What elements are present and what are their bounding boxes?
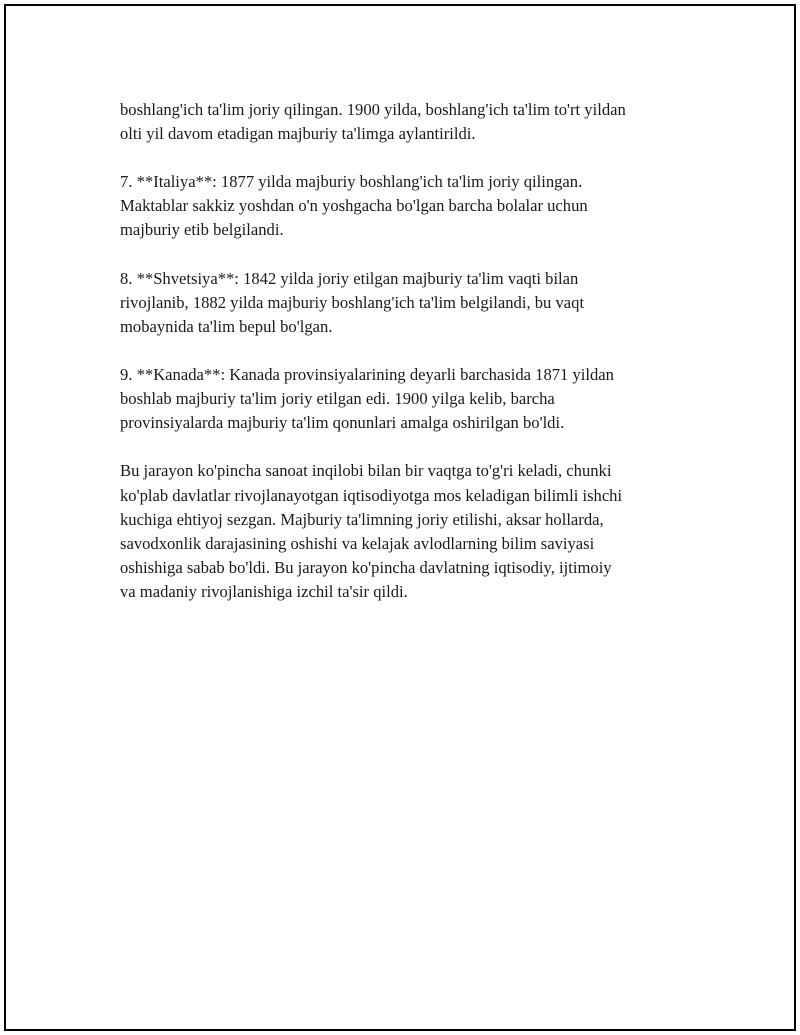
- text-line: majburiy etib belgilandi.: [120, 220, 284, 240]
- document-page: [4, 4, 796, 1031]
- text-line: boshlang'ich ta'lim joriy qilingan. 1900 yilda, boshlang'ich ta'lim to'rt yildan: [120, 100, 626, 119]
- text-line: Bu jarayon ko'pincha sanoat inqilobi bilan bir vaqtga to'g'ri keladi, chunki: [120, 461, 612, 481]
- text-line: olti yil davom etadigan majburiy ta'limga aylantirildi.: [120, 124, 476, 144]
- paragraph-sweden: [120, 267, 700, 339]
- paragraph-germany-continued: [120, 98, 700, 146]
- text-line: boshlab majburiy ta'lim joriy etilgan edi. 1900 yilga kelib, barcha: [120, 389, 555, 409]
- document-body: [120, 98, 700, 628]
- text-line: ko'plab davlatlar rivojlanayotgan iqtisodiyotga mos keladigan bilimli ishchi: [120, 485, 623, 505]
- paragraph-canada: [120, 363, 700, 435]
- text-line: 8. **Shvetsiya**: 1842 yilda joriy etilgan majburiy ta'lim vaqti bilan: [120, 268, 579, 288]
- text-line: 7. **Italiya**: 1877 yilda majburiy boshlang'ich ta'lim joriy qilingan.: [120, 172, 583, 192]
- paragraph-conclusion: [120, 459, 700, 604]
- text-line: 9. **Kanada**: Kanada provinsiyalarining deyarli barchasida 1871 yildan: [120, 365, 614, 385]
- text-line: savodxonlik darajasining oshishi va kelajak avlodlarning bilim saviyasi: [120, 533, 595, 553]
- text-line: provinsiyalarda majburiy ta'lim qonunlari amalga oshirilgan bo'ldi.: [120, 413, 565, 433]
- text-line: Maktablar sakkiz yoshdan o'n yoshgacha bo'lgan barcha bolalar uchun: [120, 196, 588, 216]
- text-line: kuchiga ehtiyoj sezgan. Majburiy ta'limning joriy etilishi, aksar hollarda,: [120, 509, 604, 529]
- text-line: rivojlanib, 1882 yilda majburiy boshlang'ich ta'lim belgilandi, bu vaqt: [120, 292, 585, 312]
- text-line: mobaynida ta'lim bepul bo'lgan.: [120, 316, 333, 336]
- paragraph-italy: [120, 170, 700, 242]
- text-line: va madaniy rivojlanishiga izchil ta'sir qildi.: [120, 581, 408, 601]
- text-line: oshishiga sabab bo'ldi. Bu jarayon ko'pincha davlatning iqtisodiy, ijtimoiy: [120, 557, 612, 577]
